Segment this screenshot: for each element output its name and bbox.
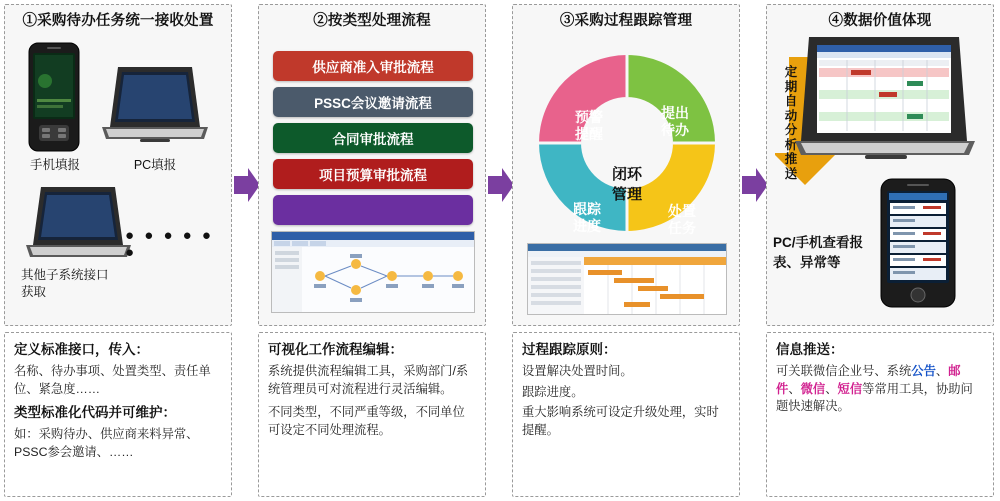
column-1 [4,4,232,497]
donut-label-track: 跟踪 进度 [573,201,601,234]
column-4-illustration-panel [766,4,994,326]
flow-arrow-2 [488,168,514,202]
c4-text-a: 可关联微信企业号、系统 [776,364,912,378]
c1-head-1: 定义标准接口，传入： [14,342,149,357]
workflow-editor-screenshot [271,231,475,313]
c2-para-1: 系统提供流程编辑工具，采购部门/系统管理员可对流程进行灵活编辑。 [268,364,469,396]
caption-phone: 手机填报 [29,158,80,172]
flow-arrow-3 [742,168,768,202]
column-2-illustration-panel [258,4,486,326]
ellipsis-dots: ● ● ● ● ● ● [125,227,214,261]
c2-head-1: 可视化工作流程编辑： [268,342,403,357]
column-3-text-panel [512,332,740,497]
c1-para-2: 如：采购待办、供应商来料异常、PSSC参会邀请、…… [14,427,199,459]
c4-highlight-announcement: 公告 [911,364,936,378]
column-4 [766,4,994,497]
flow-button-contract-approval[interactable]: 合同审批流程 [273,123,473,153]
mobile-phone-icon [25,41,83,153]
c3-para-1: 设置解决处置时间。 [522,364,633,378]
flow-button-project-budget[interactable]: 项目预算审批流程 [273,159,473,189]
c3-head-1: 过程跟踪原则： [522,342,617,357]
column-2-title: ②按类型处理流程 [313,13,431,29]
c4-highlight-wechat: 微信 [800,381,826,396]
flow-button-pssc-meeting[interactable]: PSSC会议邀请流程 [273,87,473,117]
c1-head-2: 类型标准化代码并可维护： [14,405,176,420]
donut-label-warning: 预警 提醒 [575,109,603,142]
c4-text-b: 、 [935,364,949,378]
c4-para-1 [776,363,984,416]
donut-center-label: 闭环 管理 [611,166,642,203]
column-4-text-panel [766,332,994,497]
column-2-text-panel [258,332,486,497]
flow-button-supplier-admission[interactable]: 供应商准入审批流程 [273,51,473,81]
column-4-title: ④数据价值体现 [828,13,932,29]
column-1-title: ①采购待办任务统一接收处置 [22,13,214,29]
gantt-tracking-screenshot [527,243,727,315]
push-arrow-label: 定期自动分析推送 [784,65,798,181]
column-3-illustration-panel [512,4,740,326]
column-3 [512,4,740,497]
c4-highlight-email: 邮件 [776,364,961,396]
mobile-report-icon [879,177,957,309]
column-4-caption: PC/手机查看报表、异常等 [773,235,864,270]
caption-pc: PC填报 [133,158,177,172]
c4-head-1: 信息推送： [776,342,844,357]
c1-para-1: 名称、待办事项、处置类型、责任单位、紧急度…… [14,364,211,396]
c3-para-3: 重大影响系统可设定升级处理，实时提醒。 [522,405,719,437]
c3-para-2: 跟踪进度。 [522,384,584,399]
laptop-icon-2 [25,183,133,267]
c2-para-2: 不同类型，不同严重等级，不同单位可设定不同处理流程。 [268,405,465,437]
column-3-title: ③采购过程跟踪管理 [559,13,693,29]
caption-other-systems: 其他子系统接口获取 [21,268,109,299]
c4-text-e: 等常用工具，协助问题快速解决。 [776,381,973,413]
closed-loop-donut-chart [527,43,727,243]
flow-button-blank[interactable] [273,195,473,225]
donut-label-raise: 提出 待办 [661,105,689,138]
dashboard-laptop-icon [795,33,975,173]
column-1-illustration-panel [4,4,232,326]
column-2 [258,4,486,497]
c4-highlight-sms: 短信 [837,381,863,396]
c4-text-d: 、 [825,381,838,396]
donut-label-dispose: 处置 任务 [668,203,696,236]
laptop-icon-1 [100,63,210,149]
c4-text-c: 、 [788,381,801,396]
column-1-text-panel [4,332,232,497]
flow-arrow-1 [234,168,260,202]
